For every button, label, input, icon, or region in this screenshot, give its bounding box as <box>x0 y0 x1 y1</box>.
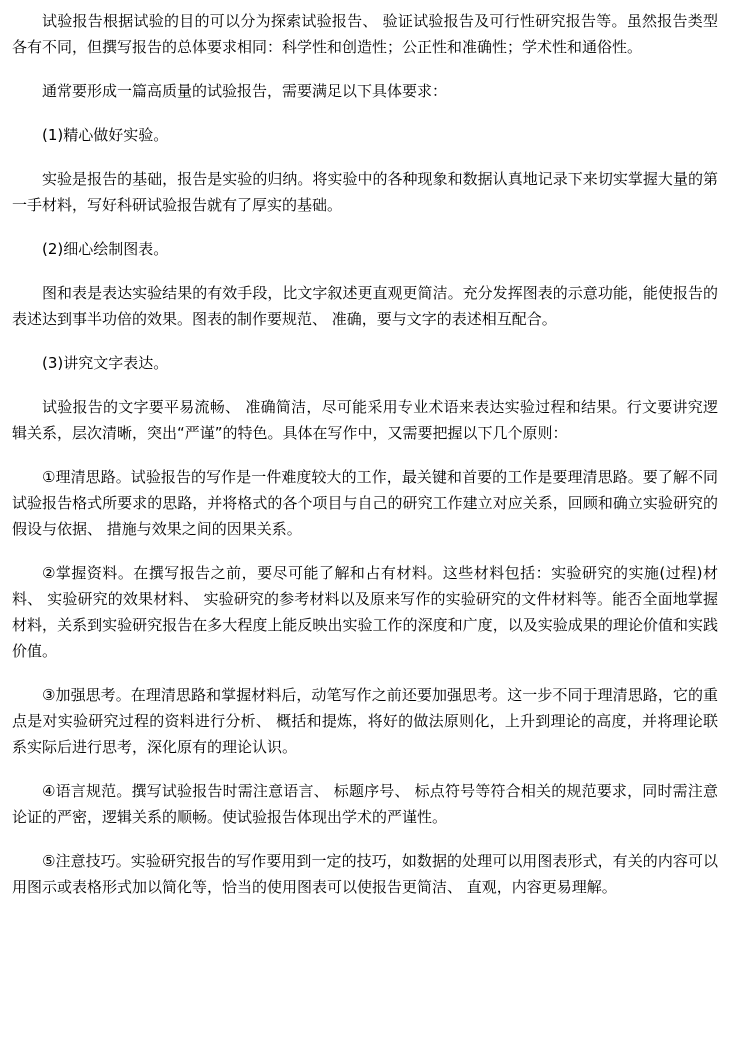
document-body <box>12 8 718 918</box>
requirements-intro: 通常要形成一篇高质量的试验报告，需要满足以下具体要求： <box>42 82 448 100</box>
requirement-3-body: 试验报告的文字要平易流畅、 准确简洁，尽可能采用专业术语来表达实验过程和结果。行文要讲究逻辑关系，层次清晰，突出“严谨”的特色。具体在写作中，又需要把握以下几个原则： <box>12 398 718 442</box>
requirement-1-body: 实验是报告的基础，报告是实验的归纳。将实验中的各种现象和数据认真地记录下来切实掌握大量的第一手材料，写好科研试验报告就有了厚实的基础。 <box>12 170 718 214</box>
principle-3: ③加强思考。在理清思路和掌握材料后，动笔写作之前还要加强思考。这一步不同于理清思路，它的重点是对实验研究过程的资料进行分析、 概括和提炼，将好的做法原则化，上升到理论的高度，并将理论联系实际后进行思考，深化原有的理论认识。 <box>12 686 718 756</box>
requirement-1-heading: (1)精心做好实验。 <box>42 126 169 144</box>
principle-2: ②掌握资料。在撰写报告之前，要尽可能了解和占有材料。这些材料包括：实验研究的实施(过程)材料、 实验研究的效果材料、 实验研究的参考材料以及原来写作的实验研究的文件材料等。能否全面地掌握材料，关系到实验研究报告在多大程度上能反映出实验工作的深度和广度，以及实验成果的理论价值和实践价值。 <box>12 564 718 660</box>
requirement-2-heading: (2)细心绘制图表。 <box>42 240 169 258</box>
principle-5: ⑤注意技巧。实验研究报告的写作要用到一定的技巧，如数据的处理可以用图表形式，有关的内容可以用图示或表格形式加以简化等，恰当的使用图表可以使报告更简洁、 直观，内容更易理解。 <box>12 852 718 896</box>
principle-1: ①理清思路。试验报告的写作是一件难度较大的工作，最关键和首要的工作是要理清思路。要了解不同试验报告格式所要求的思路，并将格式的各个项目与自己的研究工作建立对应关系，回顾和确立实验研究的假设与依据、 措施与效果之间的因果关系。 <box>12 468 718 538</box>
requirement-2-body: 图和表是表达实验结果的有效手段，比文字叙述更直观更简洁。充分发挥图表的示意功能，能使报告的表述达到事半功倍的效果。图表的制作要规范、 准确，要与文字的表述相互配合。 <box>12 284 718 328</box>
requirement-3-heading: (3)讲究文字表达。 <box>42 354 169 372</box>
principle-4: ④语言规范。撰写试验报告时需注意语言、 标题序号、 标点符号等符合相关的规范要求，同时需注意论证的严密，逻辑关系的顺畅。使试验报告体现出学术的严谨性。 <box>12 782 718 826</box>
intro-paragraph: 试验报告根据试验的目的可以分为探索试验报告、 验证试验报告及可行性研究报告等。虽然报告类型各有不同，但撰写报告的总体要求相同：科学性和创造性；公正性和准确性；学术性和通俗性。 <box>12 12 718 56</box>
